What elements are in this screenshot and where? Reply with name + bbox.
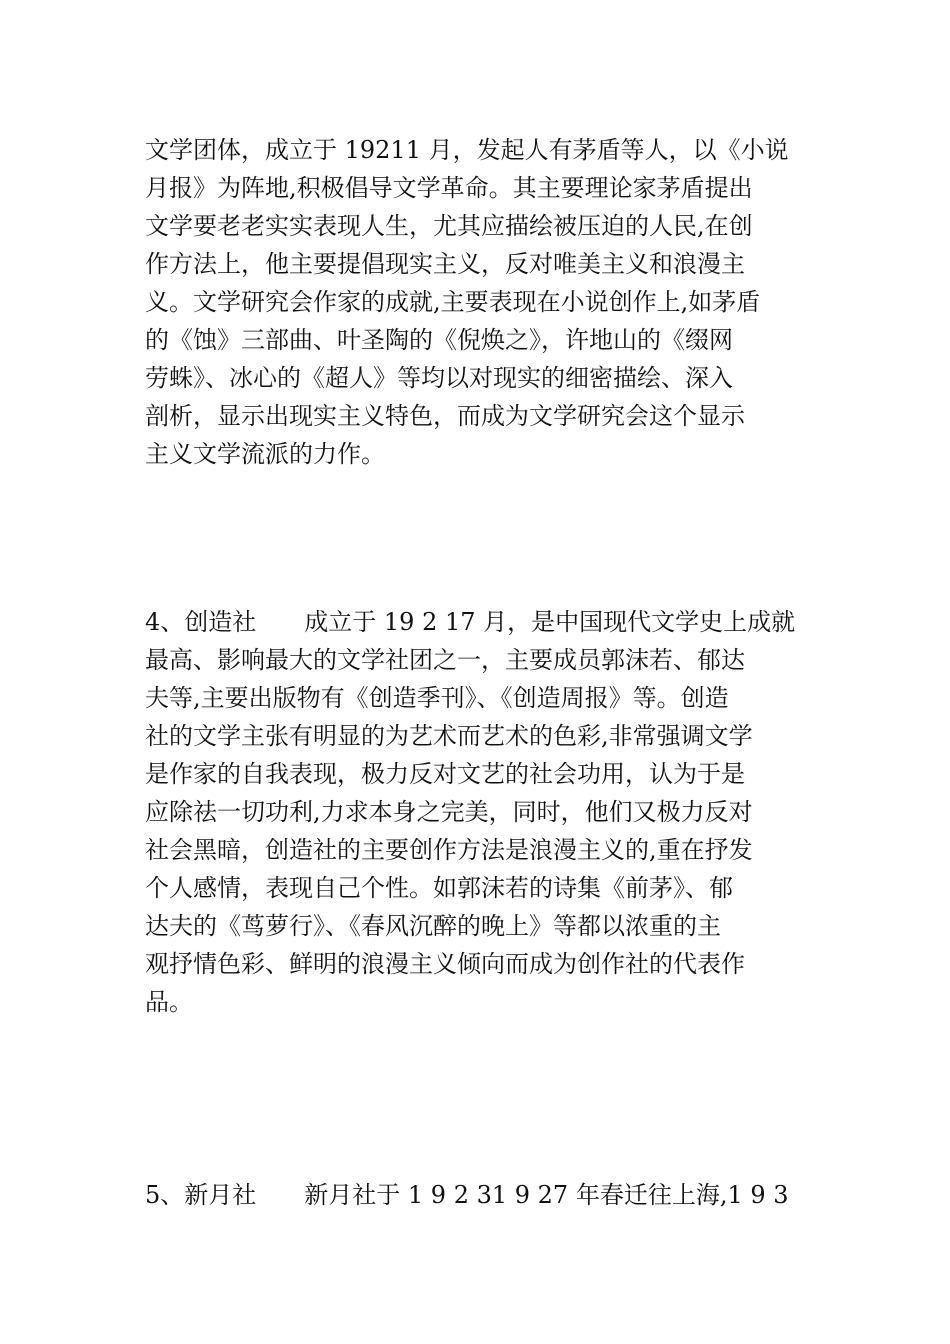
text-line: 品。 xyxy=(145,988,193,1016)
text-line: 月报》为阵地,积极倡导文学革命。其主要理论家茅盾提出 xyxy=(145,174,753,202)
text-line: 文学要老老实实表现人生，尤其应描绘被压迫的人民,在创 xyxy=(145,212,753,240)
text-line: 义。文学研究会作家的成就,主要表现在小说创作上,如茅盾 xyxy=(145,288,761,316)
text-line: 达夫的《茑萝行》、《春风沉醉的晚上》等都以浓重的主 xyxy=(145,912,721,940)
text-line: 是作家的自我表现，极力反对文艺的社会功用，认为于是 xyxy=(145,760,745,788)
text-line: 文学团体，成立于 19211 月，发起人有茅盾等人，以《小说 xyxy=(145,136,789,164)
text-line: 观抒情色彩、鲜明的浪漫主义倾向而成为创作社的代表作 xyxy=(145,950,745,978)
paragraph-crescent-society xyxy=(145,1176,825,1214)
text-line: 社会黑暗，创造社的主要创作方法是浪漫主义的,重在抒发 xyxy=(145,836,753,864)
text-line: 应除祛一切功利,力求本身之完美，同时，他们又极力反对 xyxy=(145,798,753,826)
text-line: 劳蛛》、冰心的《超人》等均以对现实的细密描绘、深入 xyxy=(145,364,733,392)
text-line: 5、新月社 新月社于 1 9 2 31 9 27 年春迁往上海,1 9 3 xyxy=(145,1181,789,1209)
text-line: 作方法上，他主要提倡现实主义，反对唯美主义和浪漫主 xyxy=(145,250,745,278)
text-line: 最高、影响最大的文学社团之一，主要成员郭沫若、郁达 xyxy=(145,646,745,674)
paragraph-literary-research-society xyxy=(145,131,825,473)
text-line: 剖析，显示出现实主义特色，而成为文学研究会这个显示 xyxy=(145,402,745,430)
text-line: 主义文学流派的力作。 xyxy=(145,440,385,468)
text-line: 夫等,主要出版物有《创造季刊》、《创造周报》等。创造 xyxy=(145,684,729,712)
text-line: 4、创造社 成立于 19 2 17 月，是中国现代文学史上成就 xyxy=(145,608,796,636)
text-line: 社的文学主张有明显的为艺术而艺术的色彩,非常强调文学 xyxy=(145,722,753,750)
paragraph-creation-society xyxy=(145,603,825,1021)
text-line: 个人感情，表现自己个性。如郭沫若的诗集《前茅》、郁 xyxy=(145,874,733,902)
text-line: 的《蚀》三部曲、叶圣陶的《倪焕之》，许地山的《缀网 xyxy=(145,326,733,354)
